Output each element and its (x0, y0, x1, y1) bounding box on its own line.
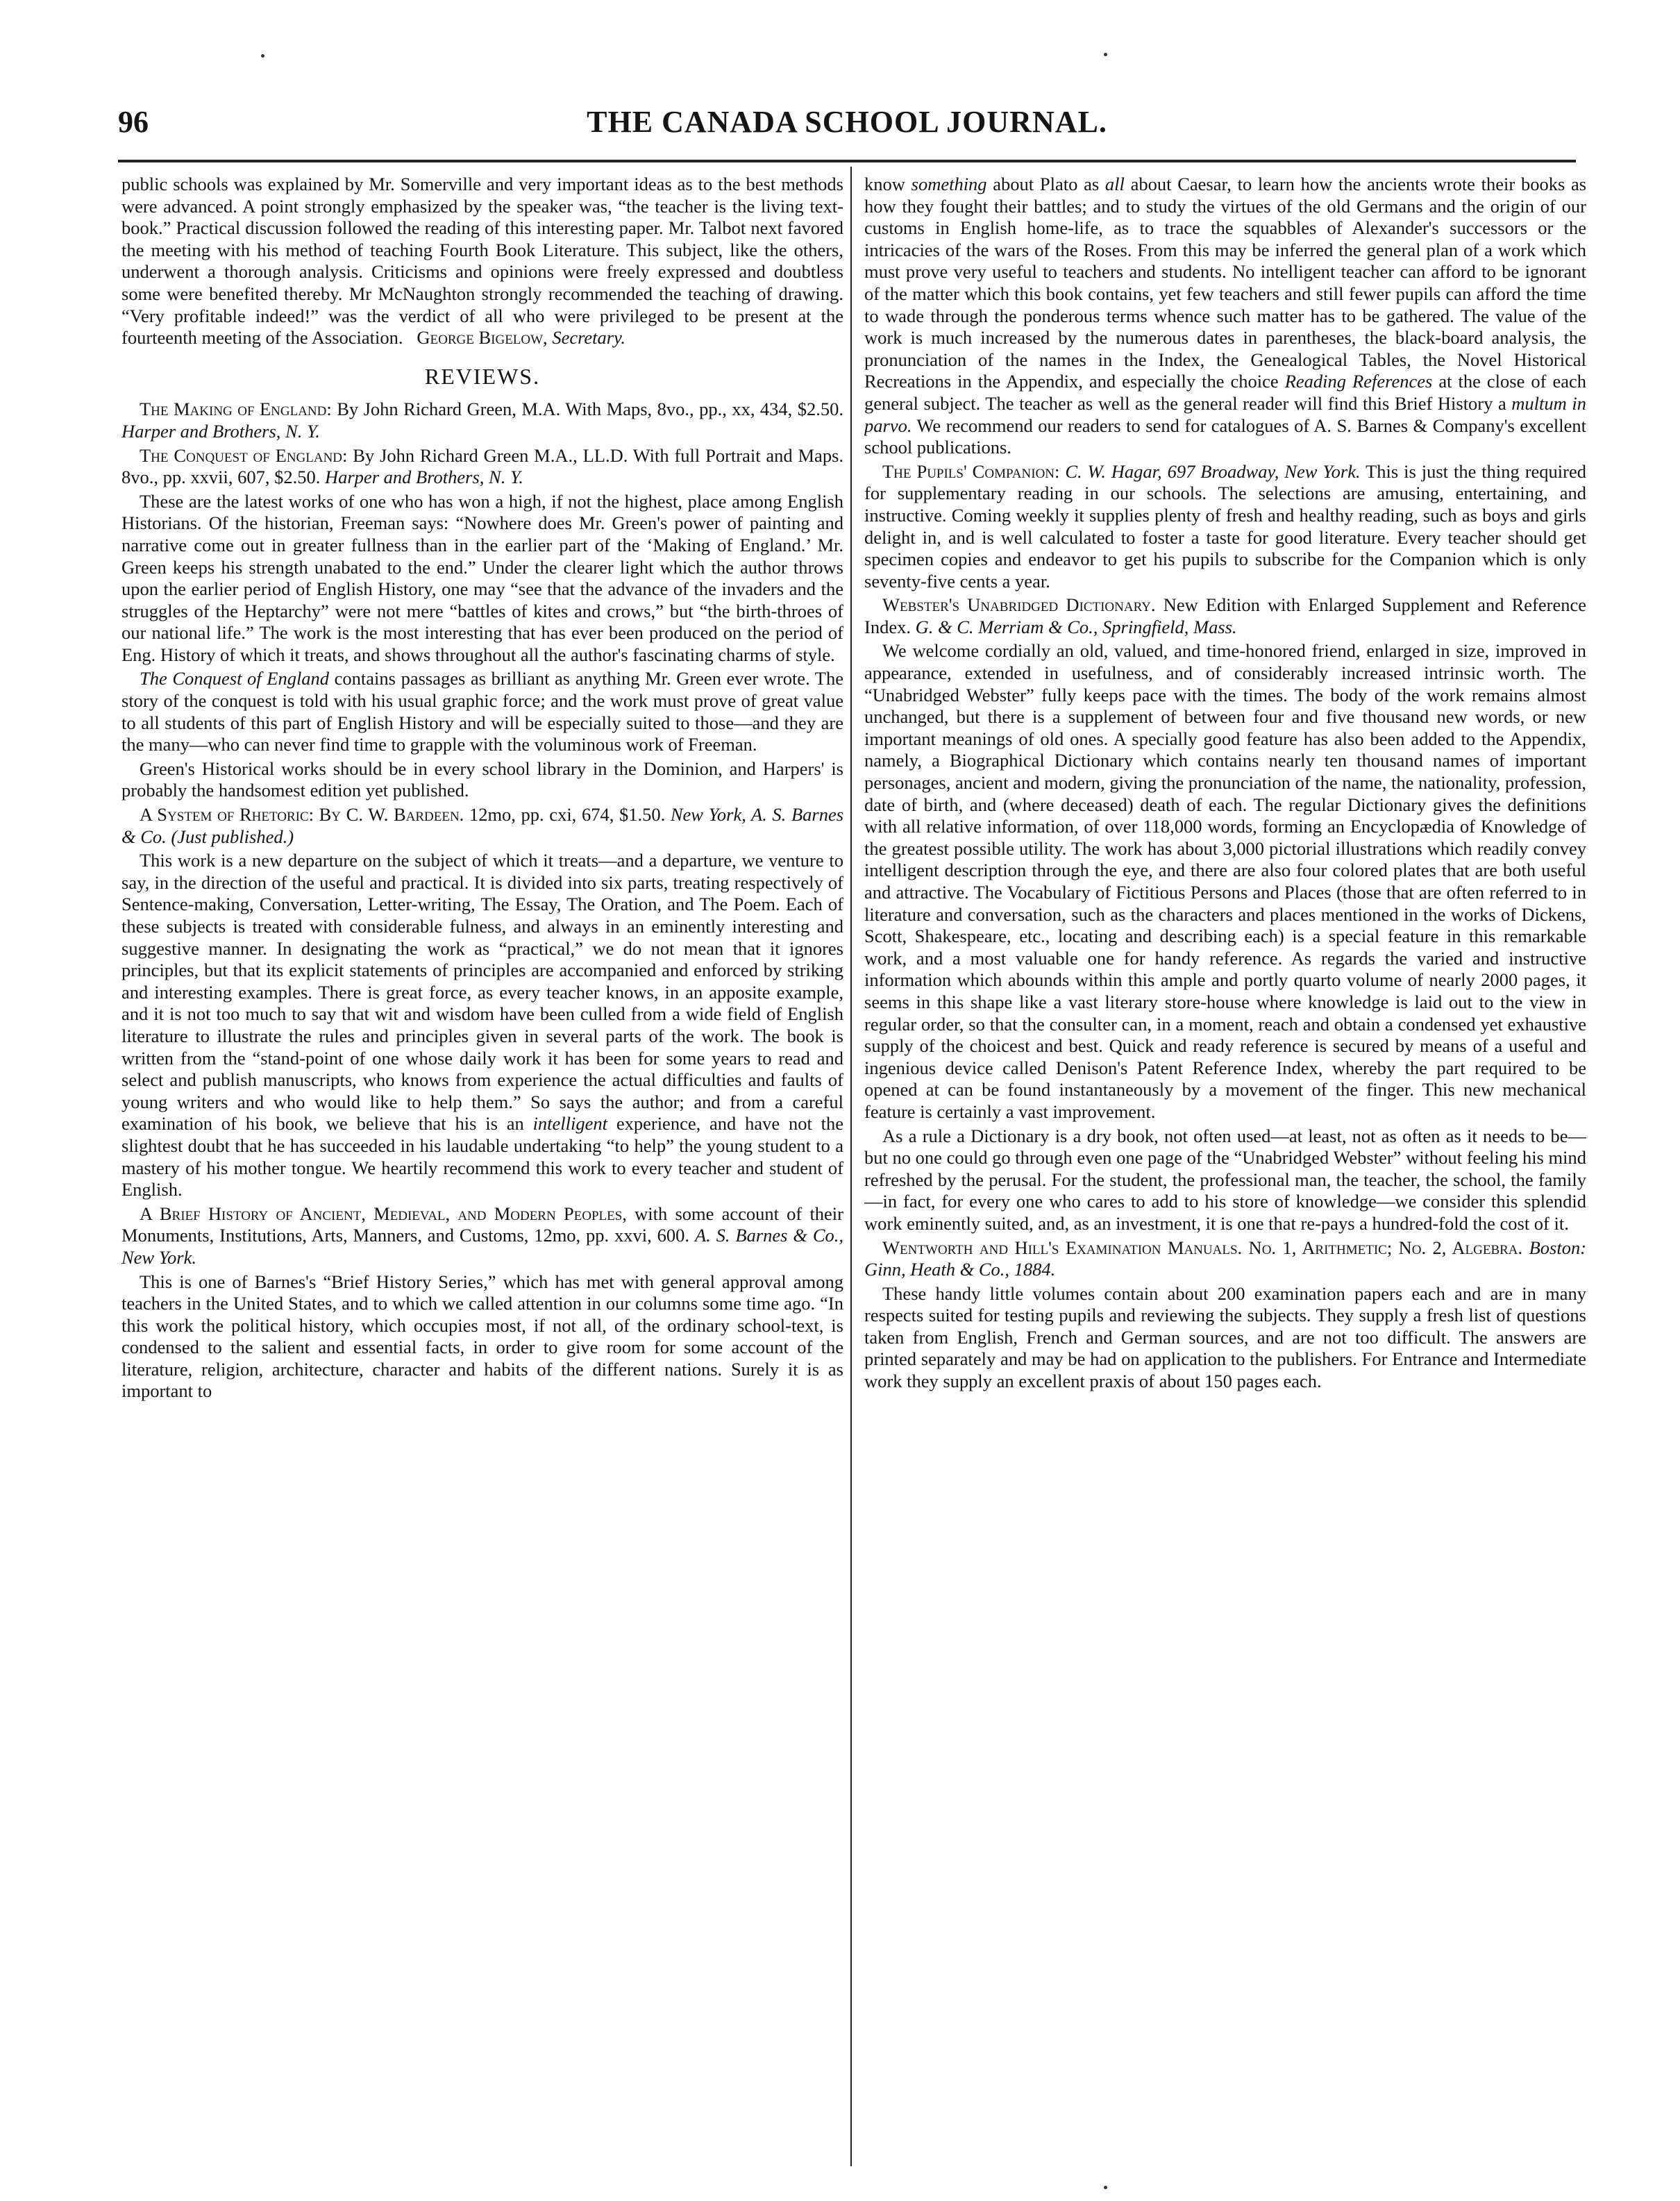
review-body-rhetoric: This work is a new departure on the subject of which it treats—and a departure, we venture to say, in the direction of the useful and practical. It is divided into six parts, treating respectively of Sentence-making, Conversation, Letter-writing, The Essay, The Oration, and The Poem. Each of these subjects is treated with considerable fulness, and always in an eminently interesting and suggestive manner. In designating the work as “practical,” we do not mean that it ignores principles, but that its explicit statements of principles are accompanied and enforced by striking and interesting examples. There is great force, as every teacher knows, in an apposite example, and it is not too much to say that wit and wisdom have been culled from a wide field of English literature to illustrate the rules and principles given in several parts of the work. The book is written from the “stand-point of one whose daily work it has been for some years to read and select and publish manuscripts, who knows from experience the actual difficulties and faults of young writers and who would like to help them.” So says the author; and from a careful examination of his book, we believe that his is an intelligent experience, and have not the slightest doubt that he has succeeded in his laudable undertaking “to help” the young student to a mastery of his mother tongue. We heartily recommend this work to every teacher and student of English. (121, 850, 843, 1200)
print-speck (1104, 2186, 1107, 2189)
left-column (121, 174, 843, 2173)
right-column (864, 174, 1586, 2173)
print-speck (261, 54, 264, 58)
header-rule (118, 160, 1576, 162)
review-entry-making-of-england: The Making of England: By John Richard Green, M.A. With Maps, 8vo., pp., xx, 434, $2.50. Harper and Brothers, N. Y. (121, 399, 843, 442)
review-body-brief-history: This is one of Barnes's “Brief History Series,” which has met with general approval among teachers in the United States, and to which we called attention in our columns some time ago. “In this work the political history, which occupies most, if not all, of the ordinary school-text, is condensed to the salient and essential facts, in order to give room for some account of the literature, religion, architecture, character and habits of the different nations. Surely it is as important to (121, 1271, 843, 1402)
review-entry-examination-manuals: Wentworth and Hill's Examination Manuals. No. 1, Arithmetic; No. 2, Algebra. Boston: Ginn, Heath & Co., 1884. (864, 1237, 1586, 1280)
review-body-examination-manuals: These handy little volumes contain about 200 examination papers each and are in many respects suited for testing pupils and reviewing the subjects. They supply a fresh list of questions taken from English, French and German sources, and are not too difficult. The answers are printed separately and may be had on application to the publishers. For Entrance and Intermediate work they supply an excellent praxis of about 150 pages each. (864, 1282, 1586, 1392)
association-report-paragraph: public schools was explained by Mr. Somerville and very important ideas as to the best methods were advanced. A point strongly emphasized by the speaker was, “the teacher is the living text-book.” Practical discussion followed the reading of this interesting paper. Mr. Talbot next favored the meeting with his method of teaching Fourth Book Literature. This subject, like the others, underwent a thorough analysis. Criticisms and opinions were freely expressed and doubtless some were benefited thereby. Mr McNaughton strongly recommended the teaching of drawing. “Very profitable indeed!” was the verdict of all who were privileged to be present at the fourteenth meeting of the Association. George Bigelow, Secretary. (121, 174, 843, 349)
review-entry-rhetoric: A System of Rhetoric: By C. W. Bardeen. 12mo, pp. cxi, 674, $1.50. New York, A. S. Barnes & Co. (Just published.) (121, 804, 843, 847)
reviews-heading: REVIEWS. (424, 363, 541, 389)
review-entry-webster: Webster's Unabridged Dictionary. New Edition with Enlarged Supplement and Reference Index. G. & C. Merriam & Co., Springfield, Mass. (864, 594, 1586, 637)
review-entry-pupils-companion: The Pupils' Companion: C. W. Hagar, 697 Broadway, New York. This is just the thing required for supplementary reading in our schools. The selections are amusing, entertaining, and instructive. Coming weekly it supplies plenty of fresh and healthy reading, such as boys and girls delight in, and is well calculated to foster a taste for good literature. Every teacher should get specimen copies and endeavor to get his pupils to subscribe for the Companion which is only seventy-five cents a year. (864, 460, 1586, 592)
review-body-green: These are the latest works of one who has won a high, if not the highest, place among English Historians. Of the historian, Freeman says: “Nowhere does Mr. Green's power of painting and narrative come out in greater fullness than in the earlier part of the ‘Making of England.’ Mr. Green keeps his strength unabated to the end.” Under the clearer light which the author throws upon the earlier period of English History, one may “see that the advance of the invaders and the struggles of the Heptarchy” were not mere “battles of kites and crows,” but “the birth-throes of our national life.” The work is the most interesting that has ever been produced on the period of Eng. History of which it treats, and shows throughout all the author's fascinating charms of style. (121, 490, 843, 665)
review-body-conquest: The Conquest of England contains passages as brilliant as anything Mr. Green ever wrote. The story of the conquest is told with his usual graphic force; and the work must prove of great value to all students of this part of English History and will be especially suited to those—and they are the many—who can never find time to grapple with the voluminous work of Freeman. (121, 668, 843, 755)
print-speck (1104, 53, 1107, 56)
review-body-webster: We welcome cordially an old, valued, and time-honored friend, enlarged in size, improved in appearance, extended in usefulness, and of considerably increased intrinsic worth. The “Unabridged Webster” fully keeps pace with the times. The body of the work remains almost unchanged, but there is a supplement of between four and five thousand new words, or new important meanings of old ones. A specially good feature has also been added to the Appendix, namely, a Biographical Dictionary which contains nearly ten thousand names of important personages, ancient and modern, giving the pronunciation of the name, the nationality, profession, date of birth, and (where deceased) death of each. The regular Dictionary gives the definitions with all relative information, of over 118,000 words, forming an Encyclopædia of Knowledge of the greatest possible utility. The work has about 3,000 pictorial illustrations which readily convey intelligent description through the eye, and there are also four colored plates that are both useful and attractive. The Vocabulary of Fictitious Persons and Places (those that are often referred to in literature and conversation, such as the characters and places mentioned in the works of Dickens, Scott, Shakespeare, etc., locating and describing each) is a special feature in this remarkable work, and a most valuable one for handy reference. As regards the varied and instructive information which abounds within this ample and portly quarto volume of nearly 2000 pages, it seems in this shape like a vast literary store-house where knowledge is laid out to the view in regular order, so that the consulter can, in a moment, reach and obtain a condensed yet exhaustive supply of the choicest and best. Quick and ready reference is secured by means of a useful and ingenious device called Denison's Patent Reference Index, whereby the part required to be opened at can be found instantaneously by a movement of the finger. This new mechanical feature is certainly a vast improvement. (864, 640, 1586, 1122)
review-entry-conquest-of-england: The Conquest of England: By John Richard Green M.A., LL.D. With full Portrait and Maps. 8vo., pp. xxvii, 607, $2.50. Harper and Brothers, N. Y. (121, 444, 843, 488)
review-body-webster-dictionary: As a rule a Dictionary is a dry book, not often used—at least, not as often as it needs to be—but no one could go through even one page of the “Unabridged Webster” without feeling his mind refreshed by the perusal. For the student, the professional man, the teacher, the school, the family—in fact, for every one who cares to add to his store of knowledge—we consider this splendid work eminently suited, and, as an investment, it is one that re-pays a hundred-fold the cost of it. (864, 1125, 1586, 1234)
page-header (118, 104, 1576, 146)
column-divider (850, 167, 852, 2166)
secretary-name: George Bigelow, (417, 327, 548, 349)
review-entry-brief-history: A Brief History of Ancient, Medieval, and Modern Peoples, with some account of their Monuments, Institutions, Arts, Manners, and Customs, 12mo, pp. xxvi, 600. A. S. Barnes & Co., New York. (121, 1203, 843, 1268)
page-number: 96 (118, 105, 149, 139)
review-body-brief-history-continued: know something about Plato as all about Caesar, to learn how the ancients wrote their books as how they fought their battles; and to study the virtues of the old Germans and the origin of our customs in English home-life, as to trace the squabbles of Alexander's successors or the intricacies of the wars of the Roses. From this may be inferred the general plan of a work which must prove very useful to teachers and students. No intelligent teacher can afford to be ignorant of the matter which this book contains, yet few teachers and still fewer pupils can afford the time to wade through the ponderous terms whence such matter has to be gathered. The value of the work is much increased by the numerous dates in parentheses, the black-board analysis, the pronunciation of the names in the Index, the Genealogical Tables, the Novel Historical Recreations in the Appendix, and especially the choice Reading References at the close of each general subject. The teacher as well as the general reader will find this Brief History a multum in parvo. We recommend our readers to send for catalogues of A. S. Barnes & Company's excellent school publications. (864, 174, 1586, 458)
review-body-green-historical: Green's Historical works should be in every school library in the Dominion, and Harpers' is probably the handsomest edition yet published. (121, 758, 843, 801)
journal-title: THE CANADA SCHOOL JOURNAL. (587, 105, 1107, 139)
secretary-role: Secretary. (552, 327, 626, 349)
